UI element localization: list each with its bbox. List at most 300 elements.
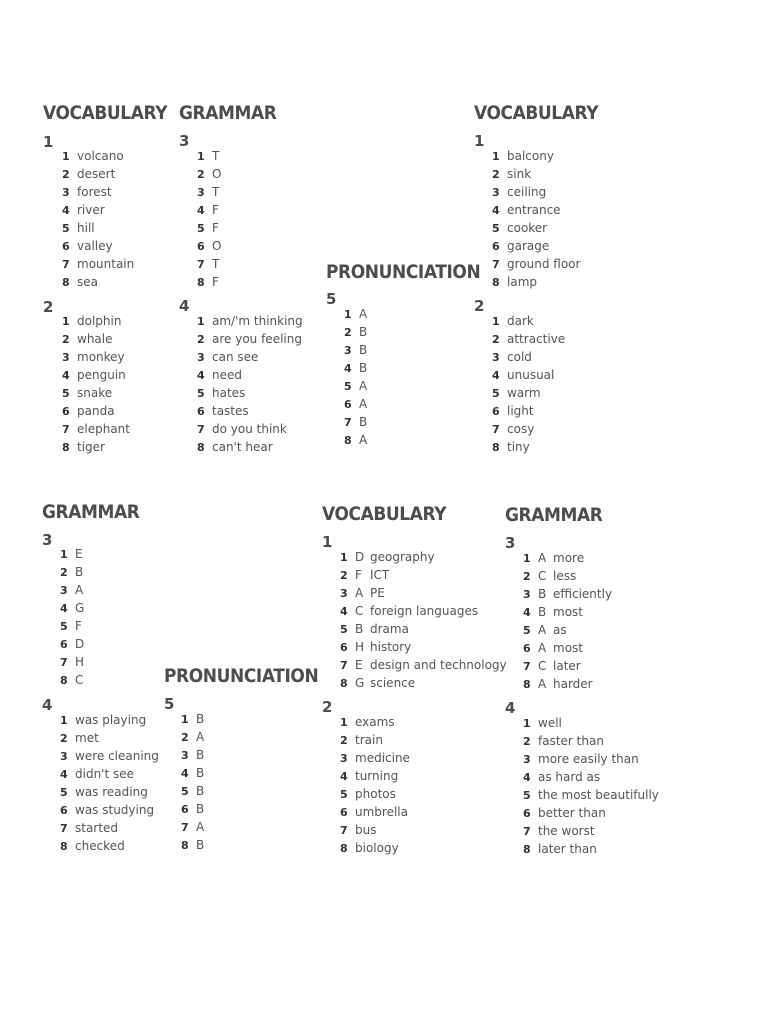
- answer-item: [340, 548, 507, 566]
- answer-number: 8: [62, 276, 70, 289]
- answer-item: [62, 330, 130, 348]
- answer-number: 8: [62, 441, 70, 454]
- answer-number: 7: [60, 656, 68, 669]
- answer-number: 7: [344, 416, 352, 429]
- answer-text: C: [75, 673, 84, 687]
- answer-number: 6: [523, 807, 531, 820]
- answer-text: H: [75, 655, 85, 669]
- answer-text: volcano: [77, 149, 124, 163]
- answer-item: [62, 201, 134, 219]
- answer-number: 4: [181, 767, 189, 780]
- answer-item: [60, 545, 84, 563]
- answer-number: 5: [340, 623, 348, 636]
- answer-item: [181, 836, 204, 854]
- answer-text: biology: [355, 841, 399, 855]
- answer-number: 8: [197, 276, 205, 289]
- answer-item: [197, 402, 303, 420]
- answer-item: [60, 765, 159, 783]
- answer-item: [197, 366, 303, 384]
- answer-letter: B: [538, 605, 547, 619]
- answer-text: cold: [507, 350, 532, 364]
- answer-item: [62, 147, 134, 165]
- answer-item: [60, 563, 84, 581]
- answer-item: [62, 165, 134, 183]
- answer-item: [197, 312, 303, 330]
- answer-item: [492, 219, 580, 237]
- answer-item: [62, 183, 134, 201]
- answer-text: B: [196, 766, 205, 780]
- answer-text: attractive: [507, 332, 566, 346]
- answer-text: was playing: [75, 713, 147, 727]
- answer-item: [340, 785, 410, 803]
- answer-text: tiny: [507, 440, 530, 454]
- answer-number: 5: [523, 624, 531, 637]
- answer-item: [60, 581, 84, 599]
- answer-letter: E: [355, 658, 363, 672]
- answer-number: 4: [523, 771, 531, 784]
- answer-number: 1: [197, 315, 205, 328]
- answer-letter: A: [355, 586, 364, 600]
- answer-item: [62, 237, 134, 255]
- answer-item: [523, 657, 612, 675]
- answer-item: [60, 747, 159, 765]
- answer-text: A: [359, 307, 368, 321]
- answer-text: monkey: [77, 350, 125, 364]
- answer-text: tastes: [212, 404, 249, 418]
- answer-text: T: [212, 149, 220, 163]
- answer-number: 1: [197, 150, 205, 163]
- answer-number: 3: [492, 351, 500, 364]
- answer-item: [197, 219, 221, 237]
- answer-number: 3: [181, 749, 189, 762]
- answer-text: panda: [77, 404, 115, 418]
- heading-pronunciation-1: PRONUNCIATION: [326, 261, 481, 284]
- answer-text: G: [75, 601, 85, 615]
- answer-number: 3: [523, 588, 531, 601]
- answer-text: A: [196, 730, 205, 744]
- answer-number: 3: [62, 351, 70, 364]
- answer-number: 5: [340, 788, 348, 801]
- answer-number: 6: [181, 803, 189, 816]
- answer-item: [523, 639, 612, 657]
- answer-item: [197, 438, 303, 456]
- answer-number: 2: [197, 333, 205, 346]
- answer-text: ground floor: [507, 257, 581, 271]
- answer-number: 4: [492, 204, 500, 217]
- answer-text: valley: [77, 239, 113, 253]
- answer-number: 7: [523, 660, 531, 673]
- answer-text: A: [75, 583, 84, 597]
- answer-item: [62, 273, 134, 291]
- answer-number: 6: [492, 240, 500, 253]
- answer-number: 1: [492, 315, 500, 328]
- answer-item: [344, 413, 367, 431]
- answer-number: 3: [60, 584, 68, 597]
- answer-list-grammar-1-ex3: [197, 147, 221, 291]
- answer-text: dark: [507, 314, 534, 328]
- answer-text: A: [359, 379, 368, 393]
- answer-text: better than: [538, 806, 606, 820]
- exercise-number-vocab-3-1: 1: [322, 533, 333, 551]
- answer-text: bus: [355, 823, 377, 837]
- answer-number: 8: [340, 677, 348, 690]
- answer-number: 7: [340, 659, 348, 672]
- answer-text: need: [212, 368, 242, 382]
- answer-text: later: [553, 659, 581, 673]
- answer-item: [181, 764, 204, 782]
- answer-text: A: [196, 820, 205, 834]
- answer-list-grammar-3-ex3: [523, 549, 612, 693]
- answer-number: 4: [340, 770, 348, 783]
- answer-number: 1: [340, 551, 348, 564]
- answer-item: [60, 653, 84, 671]
- answer-item: [340, 713, 410, 731]
- answer-text: B: [196, 802, 205, 816]
- answer-item: [523, 768, 659, 786]
- answer-item: [60, 599, 84, 617]
- exercise-number-grammar-1-4: 4: [179, 297, 190, 315]
- answer-text: later than: [538, 842, 597, 856]
- answer-list-vocab-3-ex2: [340, 713, 410, 857]
- answer-letter: A: [538, 551, 547, 565]
- answer-number: 7: [492, 258, 500, 271]
- answer-text: B: [196, 784, 205, 798]
- answer-text: entrance: [507, 203, 561, 217]
- answer-item: [197, 384, 303, 402]
- answer-text: hill: [77, 221, 95, 235]
- answer-item: [523, 675, 612, 693]
- answer-number: 1: [523, 717, 531, 730]
- answer-number: 1: [60, 548, 68, 561]
- answer-text: tiger: [77, 440, 105, 454]
- answer-item: [523, 603, 612, 621]
- answer-list-pronunciation-1-ex5: [344, 305, 367, 449]
- answer-item: [340, 767, 410, 785]
- answer-text: history: [370, 640, 412, 654]
- answer-text: B: [196, 838, 205, 852]
- heading-grammar-3: GRAMMAR: [505, 504, 603, 527]
- answer-number: 7: [492, 423, 500, 436]
- answer-item: [181, 782, 204, 800]
- answer-text: T: [212, 257, 220, 271]
- answer-item: [60, 783, 159, 801]
- answer-item: [197, 165, 221, 183]
- answer-text: B: [359, 325, 368, 339]
- answer-number: 5: [60, 786, 68, 799]
- answer-item: [60, 729, 159, 747]
- answer-text: O: [212, 167, 222, 181]
- answer-number: 2: [62, 168, 70, 181]
- answer-number: 7: [197, 258, 205, 271]
- answer-item: [62, 348, 130, 366]
- answer-number: 7: [181, 821, 189, 834]
- heading-vocabulary-2: VOCABULARY: [474, 102, 599, 125]
- answer-text: sea: [77, 275, 98, 289]
- answer-number: 4: [60, 602, 68, 615]
- answer-item: [523, 567, 612, 585]
- answer-text: started: [75, 821, 118, 835]
- answer-item: [60, 837, 159, 855]
- answer-item: [492, 366, 565, 384]
- exercise-number-vocab-2-1: 1: [474, 132, 485, 150]
- answer-number: 3: [340, 752, 348, 765]
- answer-item: [340, 731, 410, 749]
- answer-number: 6: [62, 240, 70, 253]
- answer-text: balcony: [507, 149, 554, 163]
- answer-text: mountain: [77, 257, 135, 271]
- answer-number: 6: [340, 806, 348, 819]
- answer-text: elephant: [77, 422, 130, 436]
- answer-item: [523, 585, 612, 603]
- answer-number: 4: [62, 204, 70, 217]
- answer-item: [344, 359, 367, 377]
- answer-number: 1: [340, 716, 348, 729]
- answer-item: [197, 420, 303, 438]
- answer-item: [197, 237, 221, 255]
- answer-number: 6: [62, 405, 70, 418]
- exercise-number-pronunciation-2-5: 5: [164, 695, 175, 713]
- exercise-number-grammar-2-3: 3: [42, 531, 53, 549]
- answer-item: [340, 656, 507, 674]
- answer-text: unusual: [507, 368, 555, 382]
- answer-text: well: [538, 716, 562, 730]
- answer-list-grammar-1-ex4: [197, 312, 303, 456]
- answer-list-vocab-3-ex1: [340, 548, 507, 692]
- answer-text: B: [75, 565, 84, 579]
- answer-item: [492, 312, 565, 330]
- answer-item: [523, 804, 659, 822]
- answer-number: 8: [181, 839, 189, 852]
- answer-item: [523, 714, 659, 732]
- answer-item: [523, 786, 659, 804]
- answer-text: warm: [507, 386, 541, 400]
- answer-letter: D: [355, 550, 365, 564]
- answer-item: [340, 803, 410, 821]
- answer-text: more: [553, 551, 585, 565]
- answer-number: 1: [492, 150, 500, 163]
- answer-text: the worst: [538, 824, 595, 838]
- answer-item: [523, 750, 659, 768]
- answer-text: most: [553, 641, 583, 655]
- answer-text: drama: [370, 622, 409, 636]
- answer-number: 8: [523, 843, 531, 856]
- answer-item: [340, 839, 410, 857]
- answer-text: ICT: [370, 568, 390, 582]
- answer-number: 8: [340, 842, 348, 855]
- answer-number: 6: [523, 642, 531, 655]
- answer-text: more easily than: [538, 752, 639, 766]
- exercise-number-vocab-2-2: 2: [474, 297, 485, 315]
- answer-number: 6: [344, 398, 352, 411]
- exercise-number-grammar-3-3: 3: [505, 534, 516, 552]
- answer-item: [60, 617, 84, 635]
- answer-letter: B: [538, 587, 547, 601]
- answer-item: [492, 348, 565, 366]
- answer-text: are you feeling: [212, 332, 302, 346]
- answer-item: [344, 305, 367, 323]
- answer-item: [181, 818, 204, 836]
- answer-item: [492, 237, 580, 255]
- answer-number: 5: [344, 380, 352, 393]
- answer-number: 3: [344, 344, 352, 357]
- answer-number: 5: [492, 387, 500, 400]
- answer-item: [492, 183, 580, 201]
- answer-text: cooker: [507, 221, 548, 235]
- answer-text: ceiling: [507, 185, 547, 199]
- answer-number: 2: [340, 734, 348, 747]
- answer-number: 3: [523, 753, 531, 766]
- answer-number: 8: [492, 276, 500, 289]
- answer-item: [492, 402, 565, 420]
- answer-item: [492, 420, 565, 438]
- answer-number: 4: [492, 369, 500, 382]
- answer-item: [62, 438, 130, 456]
- answer-number: 6: [60, 804, 68, 817]
- answer-text: checked: [75, 839, 125, 853]
- answer-item: [197, 330, 303, 348]
- answer-number: 4: [60, 768, 68, 781]
- answer-text: desert: [77, 167, 116, 181]
- answer-number: 2: [181, 731, 189, 744]
- answer-item: [60, 819, 159, 837]
- answer-number: 1: [523, 552, 531, 565]
- answer-number: 2: [340, 569, 348, 582]
- answer-text: can't hear: [212, 440, 273, 454]
- answer-number: 8: [344, 434, 352, 447]
- answer-item: [197, 201, 221, 219]
- answer-text: was reading: [75, 785, 148, 799]
- answer-text: umbrella: [355, 805, 408, 819]
- answer-item: [197, 255, 221, 273]
- answer-item: [492, 147, 580, 165]
- answer-text: geography: [370, 550, 435, 564]
- answer-text: as hard as: [538, 770, 601, 784]
- answer-text: F: [75, 619, 82, 633]
- answer-list-pronunciation-2-ex5: [181, 710, 204, 854]
- answer-number: 6: [340, 641, 348, 654]
- answer-number: 2: [492, 333, 500, 346]
- answer-number: 8: [60, 674, 68, 687]
- answer-letter: A: [538, 677, 547, 691]
- answer-item: [492, 384, 565, 402]
- answer-item: [60, 635, 84, 653]
- answer-item: [492, 165, 580, 183]
- answer-text: F: [212, 275, 219, 289]
- answer-item: [344, 395, 367, 413]
- answer-number: 7: [60, 822, 68, 835]
- answer-item: [340, 620, 507, 638]
- answer-text: as: [553, 623, 567, 637]
- answer-item: [340, 821, 410, 839]
- answer-number: 5: [492, 222, 500, 235]
- answer-letter: A: [538, 623, 547, 637]
- answer-item: [197, 348, 303, 366]
- answer-item: [62, 420, 130, 438]
- answer-text: lamp: [507, 275, 537, 289]
- answer-text: light: [507, 404, 534, 418]
- answer-number: 6: [197, 405, 205, 418]
- answer-item: [62, 366, 130, 384]
- answer-number: 7: [340, 824, 348, 837]
- answer-number: 2: [60, 732, 68, 745]
- answer-text: design and technology: [370, 658, 507, 672]
- answer-text: hates: [212, 386, 246, 400]
- answer-text: train: [355, 733, 383, 747]
- answer-number: 2: [197, 168, 205, 181]
- answer-number: 5: [197, 222, 205, 235]
- answer-item: [344, 323, 367, 341]
- answer-text: photos: [355, 787, 396, 801]
- answer-number: 4: [197, 204, 205, 217]
- answer-item: [62, 402, 130, 420]
- answer-item: [181, 800, 204, 818]
- answer-number: 8: [60, 840, 68, 853]
- heading-grammar-2: GRAMMAR: [42, 501, 140, 524]
- answer-item: [523, 549, 612, 567]
- answer-text: whale: [77, 332, 113, 346]
- answer-list-vocab-2-ex2: [492, 312, 565, 456]
- answer-text: science: [370, 676, 416, 690]
- answer-text: most: [553, 605, 583, 619]
- answer-number: 1: [181, 713, 189, 726]
- answer-text: B: [196, 748, 205, 762]
- answer-number: 2: [523, 735, 531, 748]
- answer-text: exams: [355, 715, 395, 729]
- exercise-number-pronunciation-1-5: 5: [326, 290, 337, 308]
- answer-item: [344, 431, 367, 449]
- answer-list-vocab-1-ex2: [62, 312, 130, 456]
- answer-number: 3: [197, 351, 205, 364]
- answer-text: B: [359, 361, 368, 375]
- answer-text: O: [212, 239, 222, 253]
- answer-item: [492, 201, 580, 219]
- answer-number: 2: [62, 333, 70, 346]
- exercise-number-vocab-1-1: 1: [43, 133, 54, 151]
- answer-text: river: [77, 203, 105, 217]
- answer-text: forest: [77, 185, 112, 199]
- answer-text: the most beautifully: [538, 788, 659, 802]
- answer-item: [181, 728, 204, 746]
- answer-item: [60, 711, 159, 729]
- answer-text: D: [75, 637, 85, 651]
- exercise-number-vocab-1-2: 2: [43, 298, 54, 316]
- answer-text: E: [75, 547, 83, 561]
- answer-item: [340, 674, 507, 692]
- answer-letter: A: [538, 641, 547, 655]
- answer-number: 6: [197, 240, 205, 253]
- answer-item: [340, 749, 410, 767]
- answer-item: [60, 801, 159, 819]
- answer-number: 8: [523, 678, 531, 691]
- answer-item: [523, 732, 659, 750]
- answer-text: B: [359, 415, 368, 429]
- answer-text: faster than: [538, 734, 604, 748]
- answer-letter: C: [538, 569, 547, 583]
- answer-list-vocab-2-ex1: [492, 147, 580, 291]
- answer-text: foreign languages: [370, 604, 479, 618]
- answer-number: 2: [344, 326, 352, 339]
- answer-item: [62, 219, 134, 237]
- answer-text: F: [212, 221, 219, 235]
- answer-number: 8: [197, 441, 205, 454]
- answer-number: 4: [523, 606, 531, 619]
- answer-item: [197, 183, 221, 201]
- answer-item: [62, 384, 130, 402]
- answer-text: efficiently: [553, 587, 613, 601]
- answer-text: cosy: [507, 422, 535, 436]
- answer-list-grammar-2-ex3: [60, 545, 84, 689]
- answer-number: 1: [62, 150, 70, 163]
